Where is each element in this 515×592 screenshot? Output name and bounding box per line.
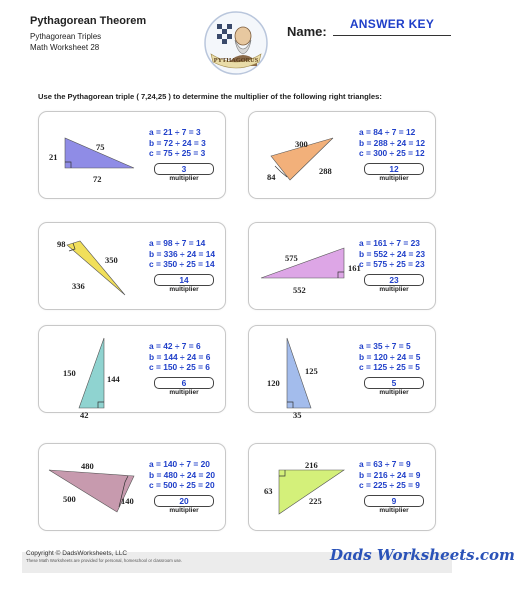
logo-banner-text: PYTHAGORUS (213, 57, 259, 64)
usage-note: These Math Worksheets are provided for personal, homeschool or classroom use. (26, 558, 183, 563)
side-a-label: 98 (57, 239, 66, 249)
equation-list (149, 341, 210, 373)
side-b-label: 144 (107, 374, 120, 384)
side-c-label: 125 (305, 366, 318, 376)
problem-card-8 (248, 443, 436, 531)
multiplier-label: multiplier (379, 507, 409, 514)
side-b-label: 552 (293, 285, 306, 295)
equation-b: b = 72 ÷ 24 = 3 (149, 137, 206, 148)
problem-card-2 (248, 111, 436, 199)
equation-b: b = 480 ÷ 24 = 20 (149, 469, 216, 480)
equation-list (149, 238, 215, 270)
side-b-label: 72 (93, 174, 102, 184)
pythagoras-logo (203, 10, 269, 76)
side-a-label: 63 (264, 486, 273, 496)
equation-a: a = 84 ÷ 7 = 12 (359, 127, 416, 137)
equation-list (359, 341, 420, 373)
side-c-label: 75 (96, 142, 105, 152)
side-b-label: 336 (72, 281, 85, 291)
name-underline (333, 35, 451, 36)
answer-box: 3 (154, 163, 214, 175)
worksheet-title: Pythagorean Theorem (30, 15, 147, 27)
worksheet-subtitle: Pythagorean Triples (30, 32, 102, 41)
side-a-label: 84 (267, 172, 276, 182)
side-a-label: 42 (80, 410, 89, 420)
equation-a: a = 21 ÷ 7 = 3 (149, 127, 201, 137)
side-c-label: 300 (295, 139, 308, 149)
brand-logo-text: Dads Worksheets.com (330, 546, 515, 564)
answer-box: 5 (364, 377, 424, 389)
equation-list (359, 459, 420, 491)
equation-a: a = 98 ÷ 7 = 14 (149, 238, 206, 248)
side-b-label: 288 (319, 166, 332, 176)
equation-b: b = 552 ÷ 24 = 23 (359, 248, 426, 259)
equation-a: a = 140 ÷ 7 = 20 (149, 459, 210, 469)
equation-a: a = 42 ÷ 7 = 6 (149, 341, 201, 351)
problem-card-4 (248, 222, 436, 310)
multiplier-label: multiplier (169, 175, 199, 182)
answer-box: 20 (154, 495, 214, 507)
worksheet-number: Math Worksheet 28 (30, 43, 100, 52)
equation-c: c = 575 ÷ 25 = 23 (359, 259, 425, 269)
answer-box: 12 (364, 163, 424, 175)
equation-list (149, 127, 206, 159)
equation-b: b = 288 ÷ 24 = 12 (359, 137, 426, 148)
multiplier-label: multiplier (169, 507, 199, 514)
problem-card-5 (38, 325, 226, 420)
answer-box: 14 (154, 274, 214, 286)
equation-b: b = 336 ÷ 24 = 14 (149, 248, 216, 259)
side-a-label: 35 (293, 410, 302, 420)
side-a-label: 140 (121, 496, 134, 506)
equation-list (359, 238, 425, 270)
problem-card-3 (38, 222, 226, 310)
side-c-label: 575 (285, 253, 298, 263)
equation-c: c = 75 ÷ 25 = 3 (149, 148, 206, 158)
problem-card-1 (38, 111, 226, 199)
side-c-label: 500 (63, 494, 76, 504)
equation-c: c = 300 ÷ 25 = 12 (359, 148, 425, 158)
multiplier-label: multiplier (379, 175, 409, 182)
multiplier-label: multiplier (169, 286, 199, 293)
equation-c: c = 125 ÷ 25 = 5 (359, 362, 420, 372)
side-b-label: 216 (305, 460, 318, 470)
side-a-label: 21 (49, 152, 58, 162)
equation-list (359, 127, 425, 159)
equation-c: c = 350 ÷ 25 = 14 (149, 259, 215, 269)
multiplier-label: multiplier (379, 286, 409, 293)
name-label: Name: (287, 24, 327, 39)
side-b-label: 120 (267, 378, 280, 388)
side-c-label: 225 (309, 496, 322, 506)
equation-c: c = 225 ÷ 25 = 9 (359, 480, 420, 490)
problem-card-7 (38, 443, 226, 531)
answer-box: 23 (364, 274, 424, 286)
equation-b: b = 216 ÷ 24 = 9 (359, 469, 421, 480)
equation-b: b = 144 ÷ 24 = 6 (149, 351, 211, 362)
side-c-label: 150 (63, 368, 76, 378)
instructions: Use the Pythagorean triple ( 7,24,25 ) to determine the multiplier of the following right triangles: (38, 92, 382, 101)
multiplier-label: multiplier (379, 389, 409, 396)
equation-a: a = 35 ÷ 7 = 5 (359, 341, 411, 351)
problem-card-6 (248, 325, 436, 420)
multiplier-label: multiplier (169, 389, 199, 396)
equation-b: b = 120 ÷ 24 = 5 (359, 351, 421, 362)
answer-box: 6 (154, 377, 214, 389)
equation-a: a = 63 ÷ 7 = 9 (359, 459, 411, 469)
side-b-label: 480 (81, 461, 94, 471)
equation-a: a = 161 ÷ 7 = 23 (359, 238, 420, 248)
side-c-label: 350 (105, 255, 118, 265)
equation-list (149, 459, 215, 491)
equation-c: c = 150 ÷ 25 = 6 (149, 362, 210, 372)
side-a-label: 161 (348, 263, 361, 273)
copyright-text: Copyright © DadsWorksheets, LLC (26, 550, 128, 557)
answer-key-text: ANSWER KEY (349, 17, 435, 31)
equation-c: c = 500 ÷ 25 = 20 (149, 480, 215, 490)
answer-box: 9 (364, 495, 424, 507)
